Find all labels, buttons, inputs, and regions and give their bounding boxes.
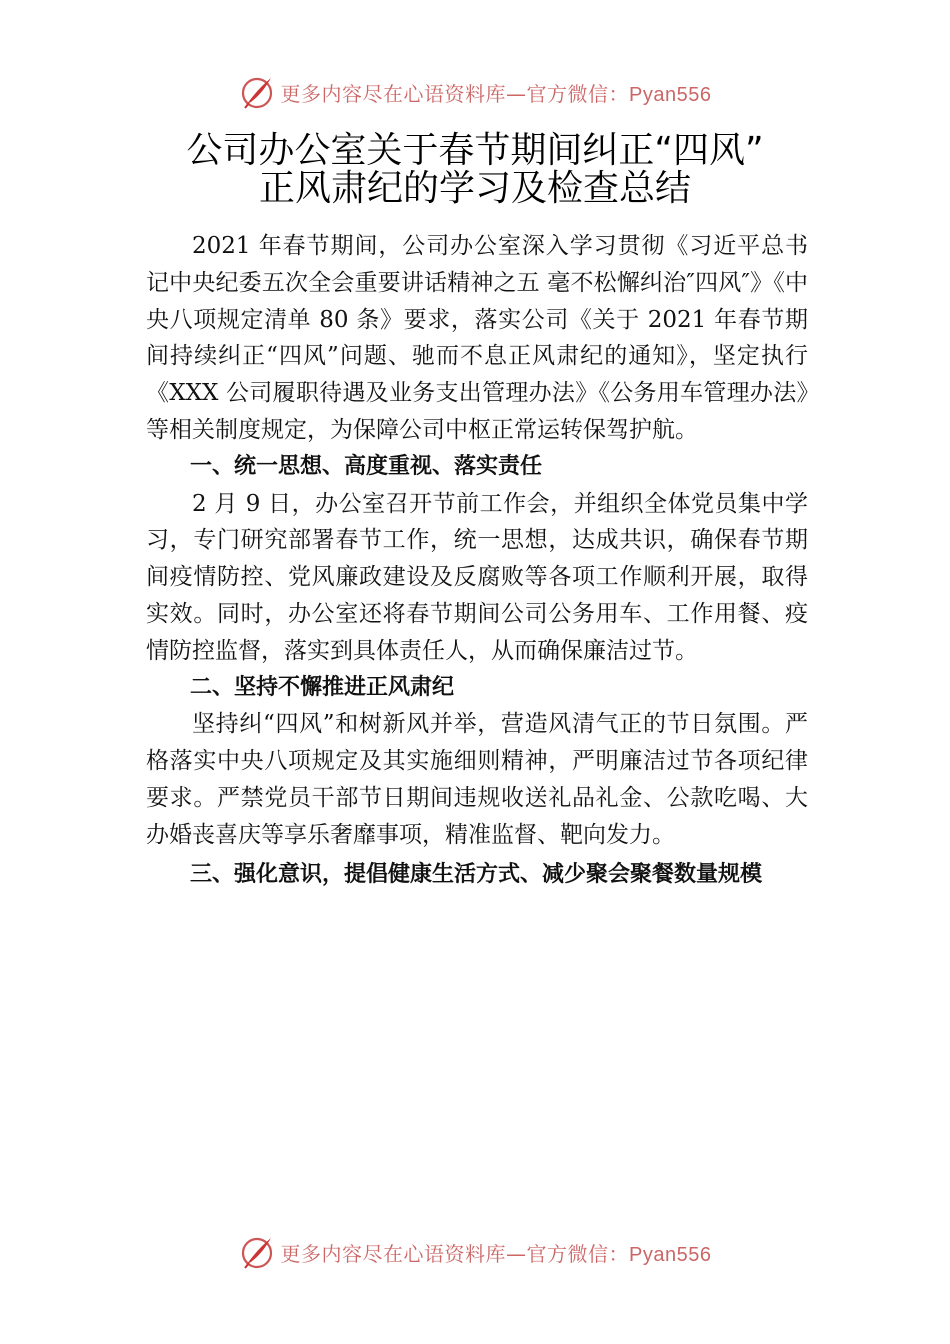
section-1-paragraph: 2 月 9 日，办公室召开节前工作会，并组织全体党员集中学习，专门研究部署春节工作，统一思想，达成共识，确保春节期间疫情防控、党风廉政建设及反腐败等各项工作顺利开展，取得实效。同时，办公室还将春节期间公司公务用车、工作用餐、疫情防控监督，落实到具体责任人，从而确保廉洁过节。 [146,490,808,664]
watermark-wechat-id: Pyan556 [629,83,712,106]
title-line-1: 公司办公室关于春节期间纠正“四风” [186,130,764,171]
quill-logo-icon [239,1234,275,1270]
section-2-heading: 二、坚持不懈推进正风肃纪 [190,674,455,700]
watermark-wechat-label: 官方微信： [526,1241,630,1266]
section-1-heading: 一、统一思想、高度重视、落实责任 [190,453,543,479]
document-body [146,228,808,896]
document-title [0,132,950,208]
watermark-text [281,1238,712,1267]
quill-logo-icon [239,74,275,110]
watermark-text [281,78,712,107]
footer-watermark-banner [0,1232,950,1272]
title-line-2: 正风肃纪的学习及检查总结 [258,168,691,209]
intro-paragraph: 2021 年春节期间，公司办公室深入学习贯彻《习近平总书记中央纪委五次全会重要讲话精神之五 毫不松懈纠治″四风″》《中央八项规定清单 80 条》要求，落实公司《关于 2021 年春节期间持续纠正“四风”问题、驰而不息正风肃纪的通知》，坚定执行《XXX 公司履职待遇及业务支出管理办法》《公务用车管理办法》等相关制度规定，为保障公司中枢正常运转保驾护航。 [146,233,808,443]
watermark-main: 更多内容尽在心语资料库 [280,1241,507,1266]
watermark-separator: — [506,1241,527,1266]
section-3-heading: 三、强化意识，提倡健康生活方式、减少聚会聚餐数量规模 [190,861,763,887]
section-2-paragraph: 坚持纠“四风”和树新风并举，营造风清气正的节日氛围。严格落实中央八项规定及其实施细则精神，严明廉洁过节各项纪律要求。严禁党员干部节日期间违规收送礼品礼金、公款吃喝、大办婚丧喜庆等享乐奢靡事项，精准监督、靶向发力。 [146,711,808,848]
header-watermark-banner [0,72,950,112]
watermark-separator: — [506,81,527,106]
watermark-wechat-label: 官方微信： [526,81,630,106]
watermark-wechat-id: Pyan556 [629,1243,712,1266]
watermark-main: 更多内容尽在心语资料库 [280,81,507,106]
